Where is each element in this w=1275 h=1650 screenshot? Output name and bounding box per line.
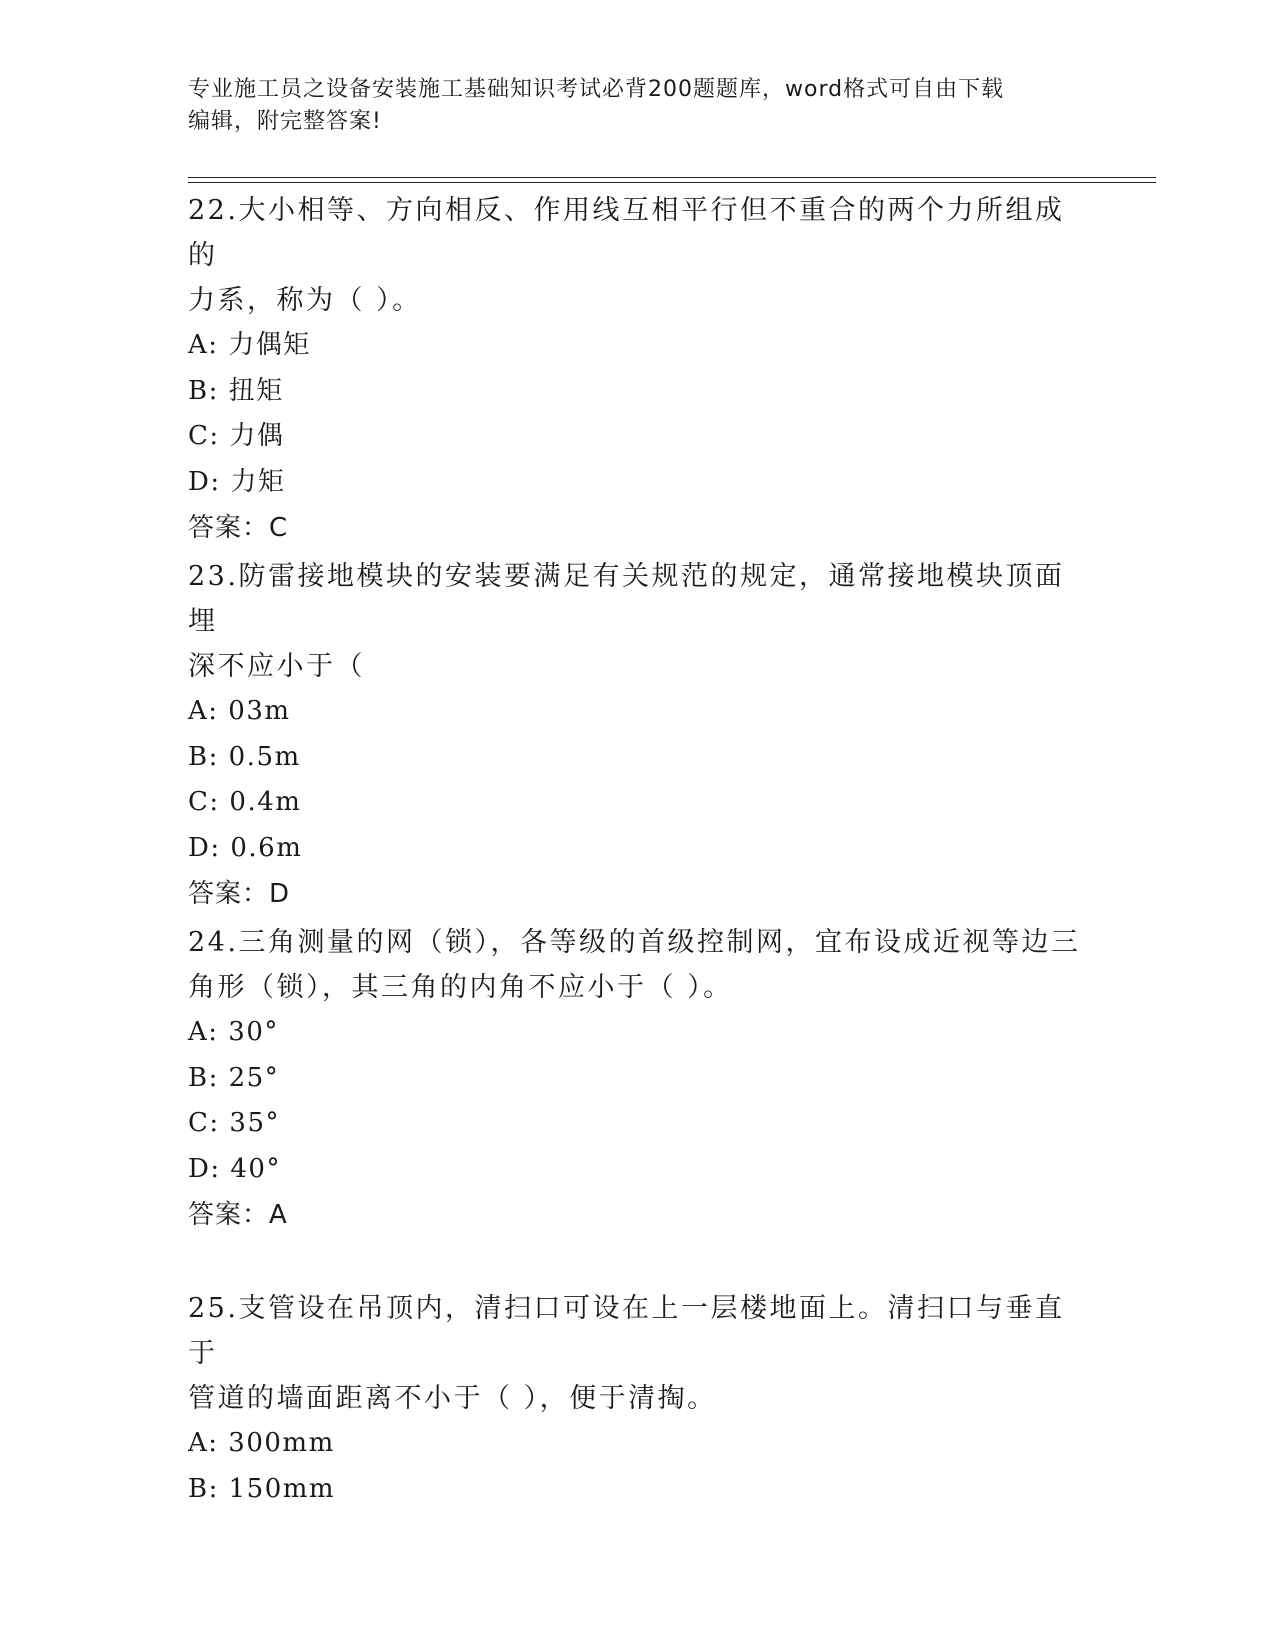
question-stem-line-1: 25.支管设在吊顶内，清扫口可设在上一层楼地面上。清扫口与垂直于 bbox=[188, 1293, 1065, 1369]
question-25 bbox=[188, 1286, 1088, 1512]
option-d: D: 0.6m bbox=[188, 832, 303, 863]
option-c: C: 力偶 bbox=[188, 421, 285, 451]
question-23 bbox=[188, 554, 1088, 917]
option-a: A: 03m bbox=[188, 696, 291, 726]
option-b: B: 0.5m bbox=[188, 741, 301, 772]
header-divider-top bbox=[188, 177, 1156, 178]
question-22 bbox=[188, 188, 1088, 551]
option-c: C: 35° bbox=[188, 1108, 281, 1138]
question-24 bbox=[188, 920, 1088, 1238]
header-title-line-2: 编辑，附完整答案! bbox=[188, 109, 382, 134]
header-divider-bottom bbox=[188, 182, 1156, 183]
option-a: A: 力偶矩 bbox=[188, 330, 311, 360]
question-stem-line-1: 24.三角测量的网（锁），各等级的首级控制网，宜布设成近视等边三 bbox=[188, 927, 1081, 958]
option-c: C: 0.4m bbox=[188, 787, 302, 817]
question-stem-line-1: 23.防雷接地模块的安装要满足有关规范的规定，通常接地模块顶面埋 bbox=[188, 561, 1065, 637]
question-stem-line-2: 管道的墙面距离不小于（ ），便于清掏。 bbox=[188, 1383, 717, 1414]
question-stem-line-1: 22.大小相等、方向相反、作用线互相平行但不重合的两个力所组成的 bbox=[188, 195, 1065, 271]
answer-line: 答案：A bbox=[188, 1200, 288, 1230]
option-b: B: 25° bbox=[188, 1062, 280, 1093]
option-a: A: 300mm bbox=[188, 1428, 335, 1458]
option-d: D: 力矩 bbox=[188, 466, 286, 497]
answer-line: 答案：D bbox=[188, 879, 291, 909]
question-stem-line-2: 角形（锁），其三角的内角不应小于（ ）。 bbox=[188, 972, 733, 1003]
option-b: B: 150mm bbox=[188, 1473, 336, 1504]
document-header bbox=[188, 74, 1088, 138]
question-stem-line-2: 深不应小于（ bbox=[188, 651, 365, 682]
question-stem-line-2: 力系，称为（ ）。 bbox=[188, 285, 422, 316]
answer-line: 答案：C bbox=[188, 513, 289, 543]
option-a: A: 30° bbox=[188, 1017, 279, 1047]
option-d: D: 40° bbox=[188, 1153, 281, 1184]
header-title-line-1: 专业施工员之设备安装施工基础知识考试必背200题题库，word格式可自由下载 bbox=[188, 77, 1005, 102]
option-b: B: 扭矩 bbox=[188, 375, 284, 406]
